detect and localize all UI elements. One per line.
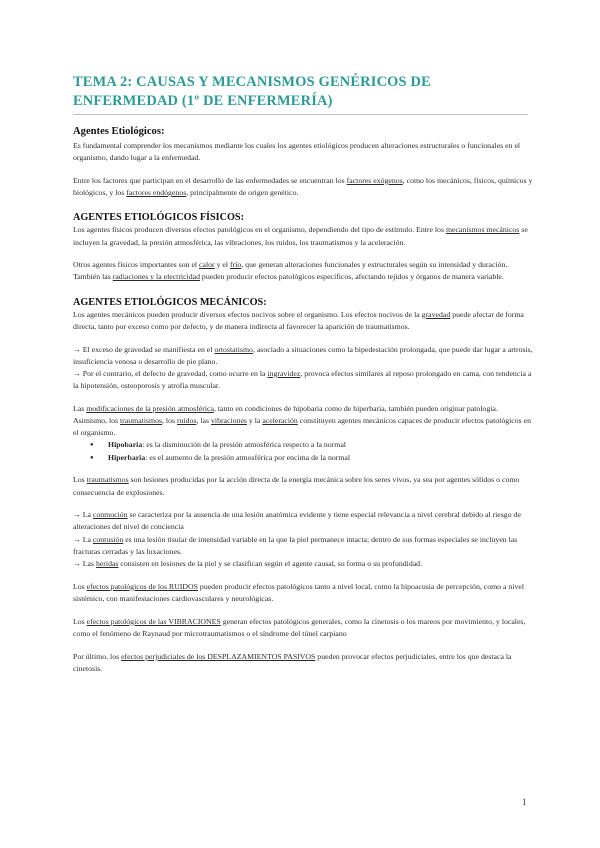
text-run: Las [73,403,87,413]
document-body [73,121,533,675]
section-heading [73,296,533,309]
text-run: y la [246,416,263,426]
text-run: → El exceso de gravedad se manifiesta en el [73,344,215,354]
underlined-term: ortostatismo [214,344,253,354]
bullet-item [98,452,533,464]
text-run: AGENTES ETIOLÓGICOS FÍSICOS [73,212,241,224]
underlined-term: traumatismos [86,475,129,485]
text-run: : [240,212,244,224]
underlined-term: factores endógenos [126,188,187,198]
page-number: 1 [522,797,527,807]
paragraph [73,534,533,558]
text-run: : es la disminución de la presión atmosférica respecto a la normal [142,440,346,450]
underlined-term: aceleración [262,416,298,426]
paragraph-spacer [73,333,533,344]
paragraph [73,509,533,533]
text-run: : [160,126,165,137]
bullet-item [98,439,533,451]
paragraph [73,224,533,248]
text-run: es una lesión tisular de intensidad variable en la que la piel permanece intacta; dentro de sus formas especiales se incluyen las fracturas cerradas y las luxaciones. [73,534,518,556]
text-run: Los agentes físicos producen diversos efectos patológicos en el organismo, dependiendo del tipo de estímulo. Entre los [73,225,446,235]
text-run: Entre los factores que participan en el desarrollo de las enfermedades se encuentran los [73,175,347,185]
underlined-term: modificaciones de la presión atmosférica [86,403,214,413]
paragraph [73,616,533,640]
paragraph [73,368,533,392]
text-run: puede afectar de forma directa, tanto por exceso como por defecto, y de manera indirecta al favorecer la aparición de traumatismos. [73,309,524,331]
text-run: , las [196,416,211,426]
underlined-term: efectos perjudiciales de los DESPLAZAMIENTOS PASIVOS [121,651,316,661]
paragraph-spacer [73,392,533,403]
text-run: Los agentes mecánicos pueden producir diversos efectos nocivos sobre el organismo. Los efectos nocivos de la [73,309,422,319]
text-run: pueden producir efectos patológicos tanto a nivel local, como la hipoacusia de percepción, como a nivel sistémico, con manifestaciones cardiovasculares y neurológicas. [73,581,525,603]
paragraph [73,581,533,605]
bold-term: Hiperbaria [108,452,146,462]
underlined-term: ingravidez [267,368,301,378]
bullet-list [73,439,533,463]
text-run: , provoca efectos similares al reposo prolongado en cama, con tendencia a la hipotensión, osteoporosis y atrofia muscular. [73,368,532,391]
text-run: constituyen agentes mecánicos capaces de producir efectos patológicos en el organismo. [73,416,531,438]
paragraph [73,558,533,570]
paragraph [73,259,533,283]
paragraph [73,403,533,440]
text-run: se caracteriza por la ausencia de una lesión anatómica evidente y tiene especial relevancia a nivel cerebral debido al riesgo de alteraciones del nivel de conciencia [73,510,521,532]
text-run: consisten en lesiones de la piel y se clasifican según el agente causal, su forma o su profundidad. [118,559,423,569]
text-run: Por último, los [73,651,122,661]
text-run: , los [162,416,177,426]
text-run: Los [73,581,87,591]
paragraph-spacer [73,464,533,475]
underlined-term: mecanismos mecánicos [445,225,520,235]
underlined-term: factores exógenos [346,175,403,185]
text-run: Los [73,475,87,485]
paragraph-spacer [73,164,533,175]
paragraph [73,474,533,498]
underlined-term: gravedad [421,309,451,319]
text-run: → La [73,510,93,520]
title-divider [73,114,528,115]
text-run: , tanto en condiciones de hipobaria como de hiperbaria, también pueden originar patología. Asimismo, los [73,403,498,426]
document-title: TEMA 2: CAUSAS Y MECANISMOS GENÉRICOS DE ENFERMEDAD (1º DE ENFERMERÍA) [73,74,431,109]
paragraph [73,140,533,164]
text-run: Es fundamental comprender los mecanismos mediante los cuales los agentes etiológicos producen alteraciones estructurales o funcionales en el organismo, dando lugar a la enfermedad. [73,141,521,163]
text-run: Otros agentes físicos importantes son el [73,260,200,270]
underlined-term: calor [199,260,215,270]
underlined-term: efectos patológicos de los RUIDOS [86,581,198,591]
paragraph-spacer [73,605,533,616]
text-run: generan efectos patológicos generales, como la cinetosis o los mareos por movimiento, y locales, como el fenómeno de Raynaud por microtraumatismos o el síndrome del túnel carpiano [73,616,526,638]
underlined-term: traumatismos [120,416,163,426]
paragraph-spacer [73,570,533,581]
text-run: , principalmente de origen genético. [186,188,299,198]
text-run: AGENTES ETIOLÓGICOS MECÁNICOS [73,296,264,308]
underlined-term: ruidos [176,416,197,426]
section-heading [73,121,533,138]
paragraph-spacer [73,249,533,260]
text-run: → La [73,534,93,544]
text-run: → Por el contrario, el defecto de gravedad, como ocurre en la [73,368,268,378]
text-run: , como los mecánicos, físicos, químicos y biológicos, y los [73,175,533,198]
paragraph [73,651,533,675]
text-run: , que generan alteraciones funcionales y estructurales según su intensidad y duración. También las [73,260,508,282]
underlined-term: vibraciones [211,416,247,426]
text-run: , asociado a situaciones como la bipedestación prolongada, que puede dar lugar a artrosis, insuficiencia venosa o desarrollo de pie plano. [73,344,533,366]
text-run: Los [73,616,87,626]
section-heading [73,211,533,224]
text-run: pueden producir efectos patológicos específicos, afectando tejidos y órganos de manera variable. [199,272,504,282]
paragraph [73,175,533,199]
paragraph-spacer [73,640,533,651]
paragraph [73,344,533,368]
underlined-term: efectos patológicos de las VIBRACIONES [86,616,221,626]
text-run: : [263,296,267,308]
bold-term: Hipobaria [108,440,143,450]
paragraph-spacer [73,499,533,510]
text-run: : es el aumento de la presión atmosférica por encima de la normal [145,452,351,462]
underlined-term: contusión [92,534,124,544]
underlined-term: radiaciones y la electricidad [112,272,200,282]
text-run: son lesiones producidas por la acción directa de la energía mecánica sobre los seres vivos, ya sea por agentes sólidos o como consecuencia de explosiones. [73,475,520,497]
underlined-term: conmoción [92,510,128,520]
text-run: pueden provocar efectos perjudiciales, entre los que destaca la cinetosis. [73,651,512,673]
text-run: Agentes Etiológicos [73,126,161,137]
underlined-term: frío [230,260,242,270]
paragraph [73,309,533,333]
text-run: → Las [73,559,96,569]
text-run: y el [214,260,230,270]
underlined-term: heridas [95,559,119,569]
text-run: se incluyen la gravedad, la presión atmosférica, las vibraciones, los ruidos, los traumatismos y la aceleración. [73,225,528,247]
